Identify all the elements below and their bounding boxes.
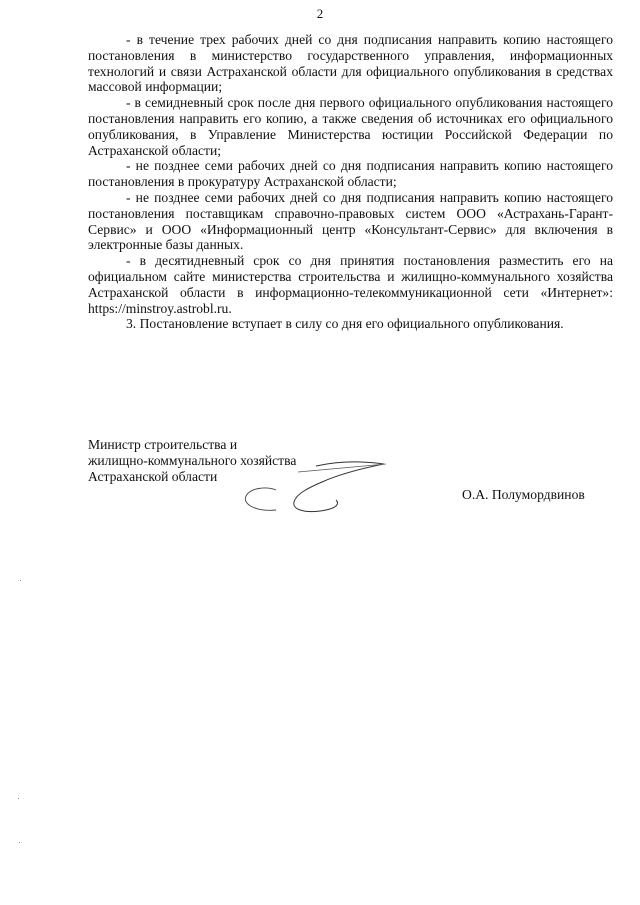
signer-title-line-3: Астраханской области <box>88 469 218 484</box>
paragraph-legal-systems: - не позднее семи рабочих дней со дня подписания направить копию настоящего постановления поставщикам справочно-правовых систем ООО «Астрахань-Гарант-Сервис» и ООО «Информационный центр «Консультант-Сервис» для включения в электронные базы данных. <box>88 189 613 253</box>
paragraph-justice-ministry: - в семидневный срок после дня первого официального опубликования настоящего постановления направить его копию, а также сведения об источниках его официального опубликования, в Управление Министерства юстиции Российской Федерации по Астраханской области; <box>88 95 613 158</box>
signer-title-line-1: Министр строительства и <box>88 437 238 452</box>
scan-speck <box>19 842 20 843</box>
scan-speck <box>18 798 19 799</box>
signer-title-line-2: жилищно-коммунального хозяйства <box>88 453 297 468</box>
paragraph-prosecutor: - не позднее семи рабочих дней со дня подписания направить копию настоящего постановления в прокуратуру Астраханской области; <box>88 158 613 190</box>
signer-name: О.А. Полумордвинов <box>462 487 585 502</box>
paragraph-effective-date: 3. Постановление вступает в силу со дня его официального опубликования. <box>126 316 564 332</box>
document-body <box>88 32 613 332</box>
paragraph-website: - в десятидневный срок со дня принятия постановления разместить его на официальном сайте министерства строительства и жилищно-коммунального хозяйства Астраханской области в информационно-телекоммуникационной сети «Интернет»: https://minstroy.astrobl.ru. <box>88 253 613 316</box>
handwritten-signature <box>236 452 396 522</box>
page-number: 2 <box>316 6 324 21</box>
paragraph-publication-copy: - в течение трех рабочих дней со дня подписания направить копию настоящего постановления в министерство государственного управления, информационных технологий и связи Астраханской области для официального опубликования в средствах массовой информации; <box>88 32 613 95</box>
scan-speck <box>20 580 21 581</box>
